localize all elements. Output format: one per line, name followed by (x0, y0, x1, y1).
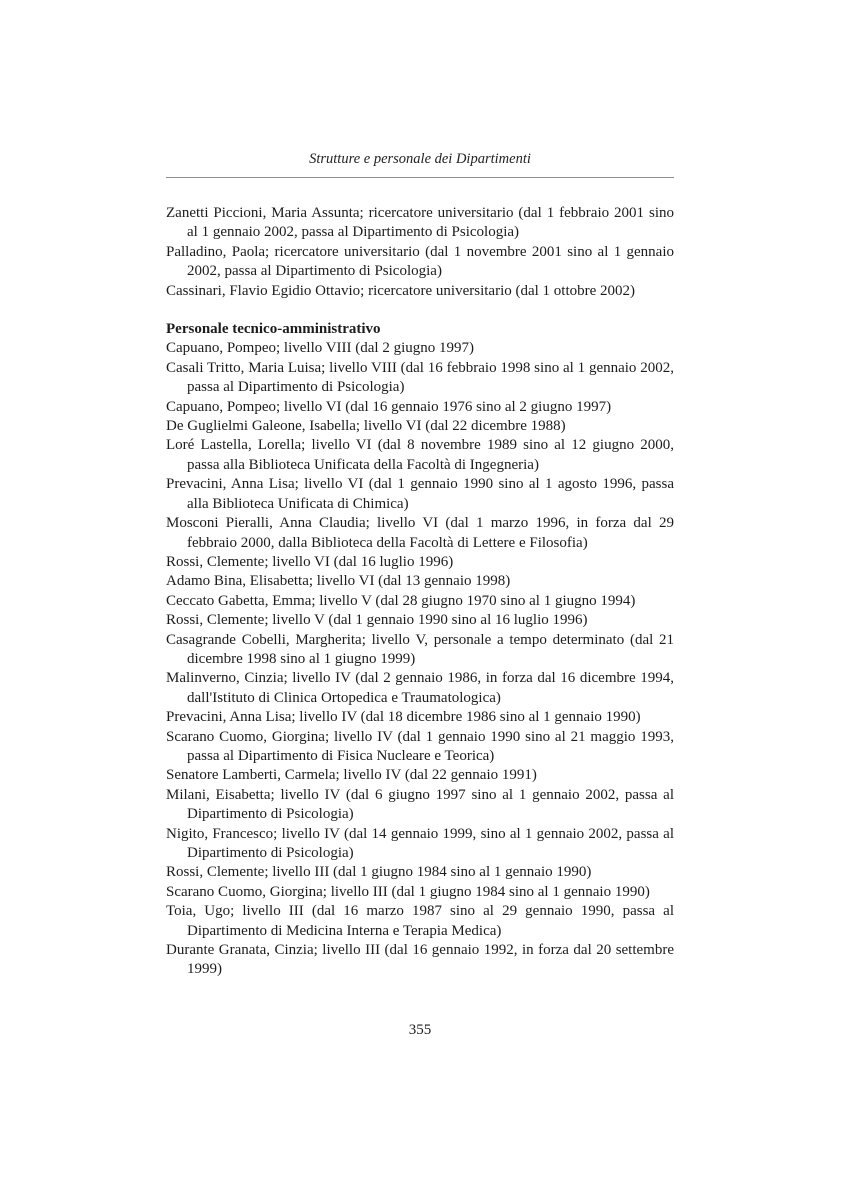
page-number: 355 (408, 1022, 432, 1038)
personnel-entry: Toia, Ugo; livello III (dal 16 marzo 1987 sino al 29 gennaio 1990, passa al Dipartimento di Medicina Interna e Terapia Medica) (166, 903, 674, 939)
text-column (166, 150, 674, 980)
personnel-entry: Ceccato Gabetta, Emma; livello V (dal 28 giugno 1970 sino al 1 giugno 1994) (166, 592, 636, 609)
personnel-entry: Scarano Cuomo, Giorgina; livello IV (dal 1 gennaio 1990 sino al 21 maggio 1993, passa al Dipartimento di Fisica Nucleare e Teorica) (166, 728, 674, 764)
personnel-entry: Capuano, Pompeo; livello VIII (dal 2 giugno 1997) (166, 340, 475, 357)
personnel-entry: Milani, Eisabetta; livello IV (dal 6 giugno 1997 sino al 1 gennaio 2002, passa al Dipartimento di Psicologia) (166, 786, 674, 823)
personnel-entry: Prevacini, Anna Lisa; livello IV (dal 18 dicembre 1986 sino al 1 gennaio 1990) (166, 709, 641, 726)
personnel-entry: Mosconi Pieralli, Anna Claudia; livello VI (dal 1 marzo 1996, in forza dal 29 febbraio 2000, dalla Biblioteca della Facoltà di Lettere e Filosofia) (166, 515, 674, 551)
header-rule (166, 177, 674, 178)
body-text (166, 204, 674, 980)
personnel-entry: Durante Granata, Cinzia; livello III (dal 16 gennaio 1992, in forza dal 20 settembre 1999) (166, 942, 674, 978)
personnel-entry: Nigito, Francesco; livello IV (dal 14 gennaio 1999, sino al 1 gennaio 2002, passa al Dipartimento di Psicologia) (166, 825, 674, 861)
personnel-entry: Zanetti Piccioni, Maria Assunta; ricercatore universitario (dal 1 febbraio 2001 sino al 1 gennaio 2002, passa al Dipartimento di Psicologia) (166, 205, 674, 241)
personnel-entry: Capuano, Pompeo; livello VI (dal 16 gennaio 1976 sino al 2 giugno 1997) (166, 398, 612, 415)
personnel-entry: Palladino, Paola; ricercatore universitario (dal 1 novembre 2001 sino al 1 gennaio 2002, passa al Dipartimento di Psicologia) (166, 243, 674, 280)
running-header: Strutture e personale dei Dipartimenti (309, 151, 531, 167)
personnel-entry: Loré Lastella, Lorella; livello VI (dal 8 novembre 1989 sino al 12 giugno 2000, passa alla Biblioteca Unificata della Facoltà di Ingegneria) (166, 437, 674, 473)
personnel-entry: Cassinari, Flavio Egidio Ottavio; ricercatore universitario (dal 1 ottobre 2002) (166, 282, 636, 299)
personnel-entry: Senatore Lamberti, Carmela; livello IV (dal 22 gennaio 1991) (166, 767, 537, 784)
personnel-entry: Rossi, Clemente; livello VI (dal 16 luglio 1996) (166, 553, 454, 570)
personnel-entry: Rossi, Clemente; livello V (dal 1 gennaio 1990 sino al 16 luglio 1996) (166, 612, 588, 629)
personnel-entry: Casali Tritto, Maria Luisa; livello VIII (dal 16 febbraio 1998 sino al 1 gennaio 2002, passa al Dipartimento di Psicologia) (166, 359, 674, 396)
personnel-entry: De Guglielmi Galeone, Isabella; livello VI (dal 22 dicembre 1988) (166, 418, 566, 435)
personnel-entry: Rossi, Clemente; livello III (dal 1 giugno 1984 sino al 1 gennaio 1990) (166, 864, 592, 881)
personnel-entry: Scarano Cuomo, Giorgina; livello III (dal 1 giugno 1984 sino al 1 gennaio 1990) (166, 883, 650, 900)
section-heading: Personale tecnico-amministrativo (166, 321, 381, 338)
personnel-entry: Casagrande Cobelli, Margherita; livello V, personale a tempo determinato (dal 21 dicembre 1998 sino al 1 giugno 1999) (166, 631, 674, 667)
personnel-entry: Prevacini, Anna Lisa; livello VI (dal 1 gennaio 1990 sino al 1 agosto 1996, passa alla Biblioteca Unificata di Chimica) (166, 476, 674, 512)
personnel-entry: Adamo Bina, Elisabetta; livello VI (dal 13 gennaio 1998) (166, 573, 511, 590)
personnel-entry: Malinverno, Cinzia; livello IV (dal 2 gennaio 1986, in forza dal 16 dicembre 1994, dall'Istituto di Clinica Ortopedica e Traumatologica) (166, 670, 674, 706)
